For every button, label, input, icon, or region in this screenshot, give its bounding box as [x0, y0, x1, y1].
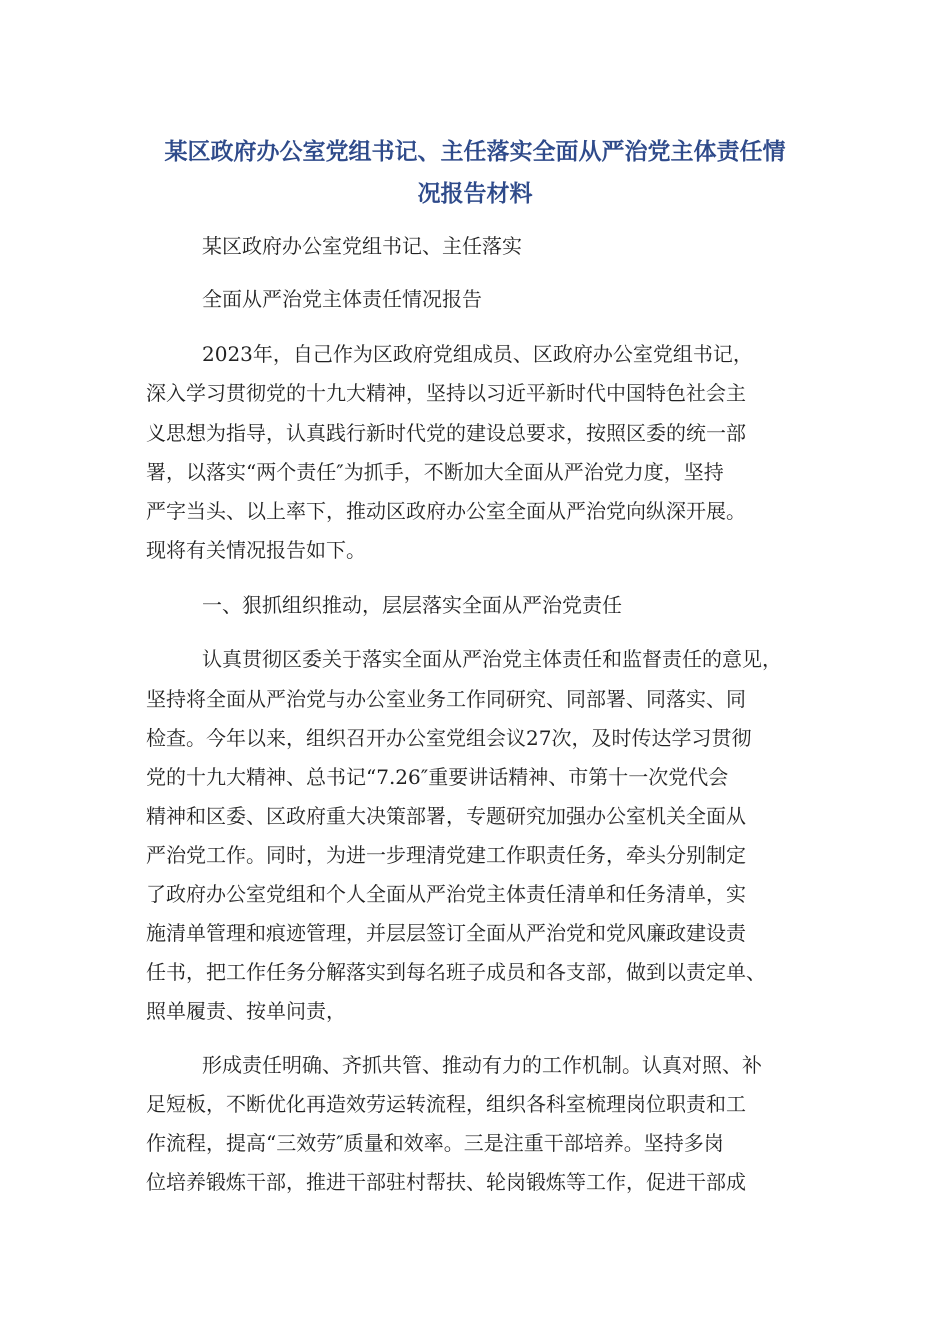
subtitle-line-1: 某区政府办公室党组书记、主任落实 — [202, 234, 522, 258]
body-line: 施清单管理和痕迹管理，并层层签订全面从严治党和党风廉政建设责 — [146, 921, 746, 945]
body-line: 严字当头、以上率下，推动区政府办公室全面从严治党向纵深开展。 — [146, 499, 746, 523]
document-title-line-1: 某区政府办公室党组书记、主任落实全面从严治党主体责任情 — [164, 139, 786, 165]
section-heading: 一、狠抓组织推动，层层落实全面从严治党责任 — [202, 593, 622, 617]
body-line: 任书，把工作任务分解落实到每名班子成员和各支部，做到以责定单、 — [146, 960, 766, 984]
document-title-line-2: 况报告材料 — [417, 181, 533, 207]
body-line: 2023年，自己作为区政府党组成员、区政府办公室党组书记， — [202, 342, 753, 366]
body-line: 署，以落实“两个责任″为抓手，不断加大全面从严治党力度，坚持 — [146, 460, 724, 484]
body-line: 位培养锻炼干部，推进干部驻村帮扶、轮岗锻炼等工作，促进干部成 — [146, 1170, 746, 1194]
body-line: 义思想为指导，认真践行新时代党的建设总要求，按照区委的统一部 — [146, 421, 746, 445]
body-line: 照单履责、按单问责， — [146, 999, 346, 1023]
body-line: 现将有关情况报告如下。 — [146, 538, 366, 562]
body-line: 党的十九大精神、总书记“7.26″重要讲话精神、市第十一次党代会 — [146, 765, 729, 789]
body-line: 形成责任明确、齐抓共管、推动有力的工作机制。认真对照、补 — [202, 1053, 762, 1077]
body-line: 了政府办公室党组和个人全面从严治党主体责任清单和任务清单，实 — [146, 882, 746, 906]
body-line: 精神和区委、区政府重大决策部署，专题研究加强办公室机关全面从 — [146, 804, 746, 828]
body-line: 检查。今年以来，组织召开办公室党组会议27次，及时传达学习贯彻 — [146, 726, 752, 750]
body-line: 认真贯彻区委关于落实全面从严治党主体责任和监督责任的意见， — [202, 647, 782, 671]
subtitle-line-2: 全面从严治党主体责任情况报告 — [202, 287, 482, 311]
body-line: 严治党工作。同时，为进一步理清党建工作职责任务，牵头分别制定 — [146, 843, 746, 867]
body-line: 作流程，提高“三效劳″质量和效率。三是注重干部培养。坚持多岗 — [146, 1131, 724, 1155]
body-line: 足短板，不断优化再造效劳运转流程，组织各科室梳理岗位职责和工 — [146, 1092, 746, 1116]
body-line: 深入学习贯彻党的十九大精神，坚持以习近平新时代中国特色社会主 — [146, 381, 746, 405]
body-line: 坚持将全面从严治党与办公室业务工作同研究、同部署、同落实、同 — [146, 687, 746, 711]
